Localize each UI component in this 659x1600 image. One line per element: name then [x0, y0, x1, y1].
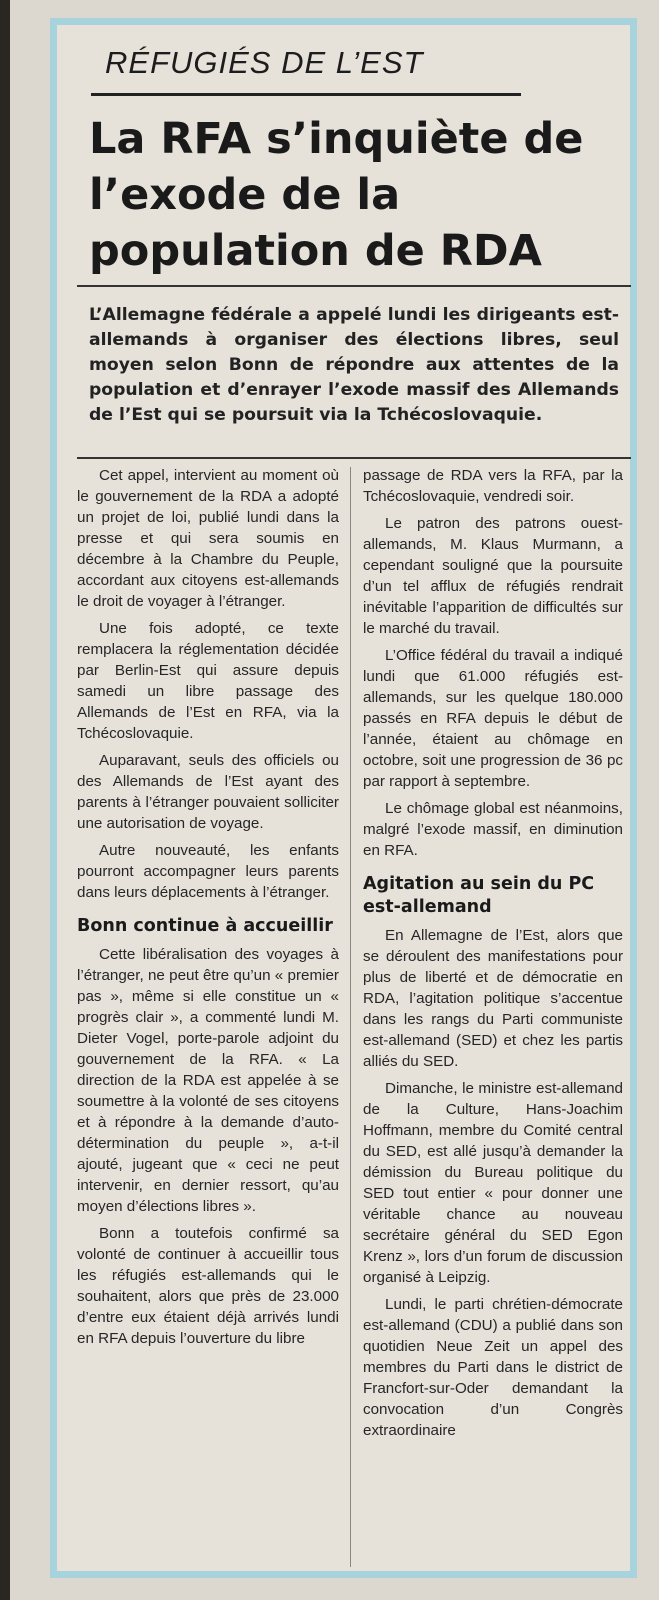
- paragraph: Cet appel, intervient au moment où le gouvernement de la RDA a adopté un projet de loi, publié lundi dans la presse et qui sera soumis en décembre à la Chambre du Peuple, accordant aux citoyens est-allemands le droit de voyager à l’étranger.: [77, 467, 339, 610]
- paragraph: Auparavant, seuls des officiels ou des Allemands de l’Est ayant des parents à l’étranger pouvaient solliciter une autorisation de voyage.: [77, 752, 339, 832]
- left-column: [77, 465, 339, 1355]
- paragraph: Lundi, le parti chrétien-démocrate est-allemand (CDU) a publié dans son quotidien Neue Zeit un appel des membres du Parti dans le district de Francfort-sur-Oder demandant la convocation d’un Congrès extraordinaire: [363, 1296, 623, 1439]
- paragraph: Le patron des patrons ouest-allemands, M. Klaus Murmann, a cependant souligné que la poursuite d’un tel afflux de réfugiés rendrait inévitable l’apparition de difficultés sur le marché du travail.: [363, 515, 623, 637]
- section-heading: Agitation au sein du PC est-allemand: [363, 874, 595, 917]
- paragraph: Cette libéralisation des voyages à l’étranger, ne peut être qu’un « premier pas », même si elle constitue un « progrès clair », a commenté lundi M. Dieter Vogel, porte-parole adjoint du gouvernement de la RFA. « La direction de la RDA est appelée à se soumettre à la volonté de ses citoyens et à répondre à la demande d’auto-détermination du peuple », a-t-il ajouté, jugeant que « ceci ne peut intervenir, en dernier ressort, qu’au moyen d’élections libres ».: [77, 946, 339, 1215]
- paragraph: Autre nouveauté, les enfants pourront accompagner leurs parents dans leurs déplacements à l’étranger.: [77, 842, 339, 901]
- right-column: [363, 465, 623, 1447]
- article-lead: L’Allemagne fédérale a appelé lundi les dirigeants est-allemands à organiser des élections libres, seul moyen selon Bonn de répondre aux attentes de la population et d’enrayer l’exode massif des Allemands de l’Est qui se poursuit via la Tchécoslovaquie.: [89, 305, 619, 425]
- newspaper-page: [10, 0, 659, 1600]
- paragraph: L’Office fédéral du travail a indiqué lundi que 61.000 réfugiés est-allemands, sur les quelque 180.000 passés en RFA depuis le début de l’année, étaient au chômage en octobre, soit une progression de 36 pc par rapport à septembre.: [363, 647, 623, 790]
- paragraph: Bonn a toutefois confirmé sa volonté de continuer à accueillir tous les réfugiés est-allemands qui le souhaitent, alors que près de 23.000 d’entre eux étaient déjà arrivés lundi en RFA depuis l’ouverture du libre: [77, 1225, 339, 1347]
- paragraph: Le chômage global est néanmoins, malgré l’exode massif, en diminution en RFA.: [363, 800, 623, 859]
- column-divider: [350, 467, 351, 1567]
- kicker-underline: [91, 93, 521, 96]
- section-heading: Bonn continue à accueillir: [77, 916, 333, 936]
- article-headline: La RFA s’inquiète de l’exode de la population de RDA: [89, 114, 584, 276]
- headline-divider: [77, 285, 631, 287]
- paragraph: En Allemagne de l’Est, alors que se déroulent des manifestations pour plus de liberté et de démocratie en RDA, l’agitation politique s’accentue dans les rangs du Parti communiste est-allemand (SED) et chez les partis alliés du SED.: [363, 927, 623, 1070]
- article-kicker: RÉFUGIÉS DE L’EST: [105, 45, 424, 80]
- lead-divider: [77, 457, 631, 459]
- paragraph: Dimanche, le ministre est-allemand de la Culture, Hans-Joachim Hoffmann, membre du Comité central du SED, est allé jusqu’à demander la démission du Bureau politique du SED tout entier « pour donner une véritable chance au nouveau secrétaire général du SED Egon Krenz », lors d’un forum de discussion organisé à Leipzig.: [363, 1080, 623, 1286]
- paragraph: Une fois adopté, ce texte remplacera la réglementation décidée par Berlin-Est qui assure depuis samedi un libre passage des Allemands de l’Est en RFA, via la Tchécoslovaquie.: [77, 620, 339, 742]
- paragraph: passage de RDA vers la RFA, par la Tchécoslovaquie, vendredi soir.: [363, 467, 623, 505]
- article-frame: [50, 18, 637, 1578]
